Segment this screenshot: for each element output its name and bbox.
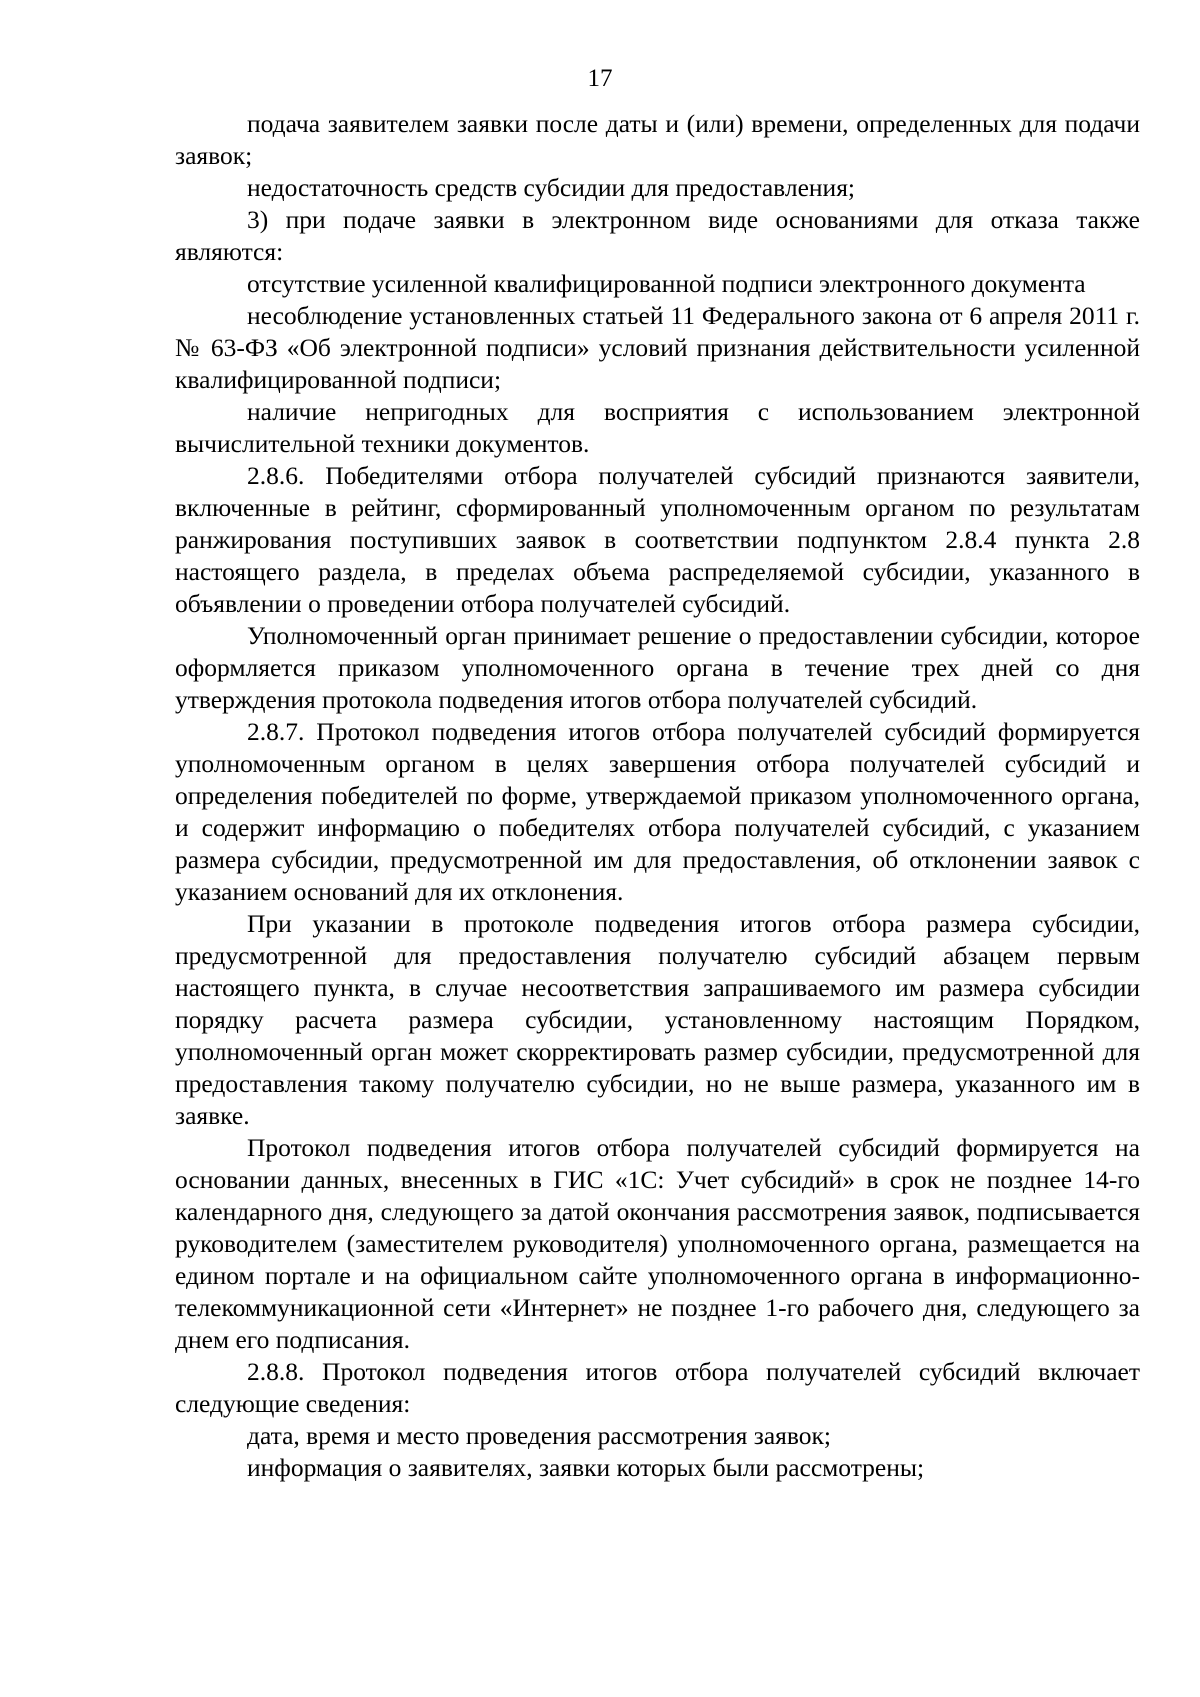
paragraph: наличие непригодных для восприятия с использованием электронной вычислительной техники документов. [175, 397, 1140, 458]
page-number: 17 [587, 65, 613, 92]
paragraph: При указании в протоколе подведения итогов отбора размера субсидии, предусмотренной для предоставления получателю субсидий абзацем первым настоящего пункта, в случае несоответствия запрашиваемого им размера субсидии порядку расчета размера субсидии, установленному настоящим Порядком, уполномоченный орган может скорректировать размер субсидии, предусмотренной для предоставления такому получателю субсидии, но не выше размера, указанного им в заявке. [175, 909, 1140, 1130]
paragraph: 2.8.7. Протокол подведения итогов отбора получателей субсидий формируется уполномоченным органом в целях завершения отбора получателей субсидий и определения победителей по форме, утверждаемой приказом уполномоченного органа, и содержит информацию о победителях отбора получателей субсидий, с указанием размера субсидии, предусмотренной им для предоставления, об отклонении заявок с указанием оснований для их отклонения. [175, 717, 1140, 906]
body-text [175, 108, 1140, 1484]
paragraph: 2.8.8. Протокол подведения итогов отбора получателей субсидий включает следующие сведения: [175, 1357, 1140, 1418]
paragraph: 3) при подаче заявки в электронном виде основаниями для отказа также являются: [175, 205, 1140, 266]
paragraph: информация о заявителях, заявки которых были рассмотрены; [247, 1453, 925, 1482]
paragraph: Протокол подведения итогов отбора получателей субсидий формируется на основании данных, внесенных в ГИС «1С: Учет субсидий» в срок не позднее 14-го календарного дня, следующего за датой окончания рассмотрения заявок, подписывается руководителем (заместителем руководителя) уполномоченного органа, размещается на едином портале и на официальном сайте уполномоченного органа в информационно-телекоммуникационной сети «Интернет» не позднее 1-го рабочего дня, следующего за днем его подписания. [175, 1133, 1140, 1354]
paragraph: 2.8.6. Победителями отбора получателей субсидий признаются заявители, включенные в рейтинг, сформированный уполномоченным органом по результатам ранжирования поступивших заявок в соответствии подпунктом 2.8.4 пункта 2.8 настоящего раздела, в пределах объема распределяемой субсидии, указанного в объявлении о проведении отбора получателей субсидий. [175, 461, 1140, 618]
paragraph: отсутствие усиленной квалифицированной подписи электронного документа [247, 269, 1086, 298]
paragraph: дата, время и место проведения рассмотрения заявок; [247, 1421, 831, 1450]
paragraph: подача заявителем заявки после даты и (или) времени, определенных для подачи заявок; [175, 109, 1140, 170]
paragraph: несоблюдение установленных статьей 11 Федерального закона от 6 апреля 2011 г. № 63-ФЗ «Об электронной подписи» условий признания действительности усиленной квалифицированной подписи; [175, 301, 1140, 394]
paragraph: недостаточность средств субсидии для предоставления; [247, 173, 856, 202]
paragraph: Уполномоченный орган принимает решение о предоставлении субсидии, которое оформляется приказом уполномоченного органа в течение трех дней со дня утверждения протокола подведения итогов отбора получателей субсидий. [175, 621, 1140, 714]
